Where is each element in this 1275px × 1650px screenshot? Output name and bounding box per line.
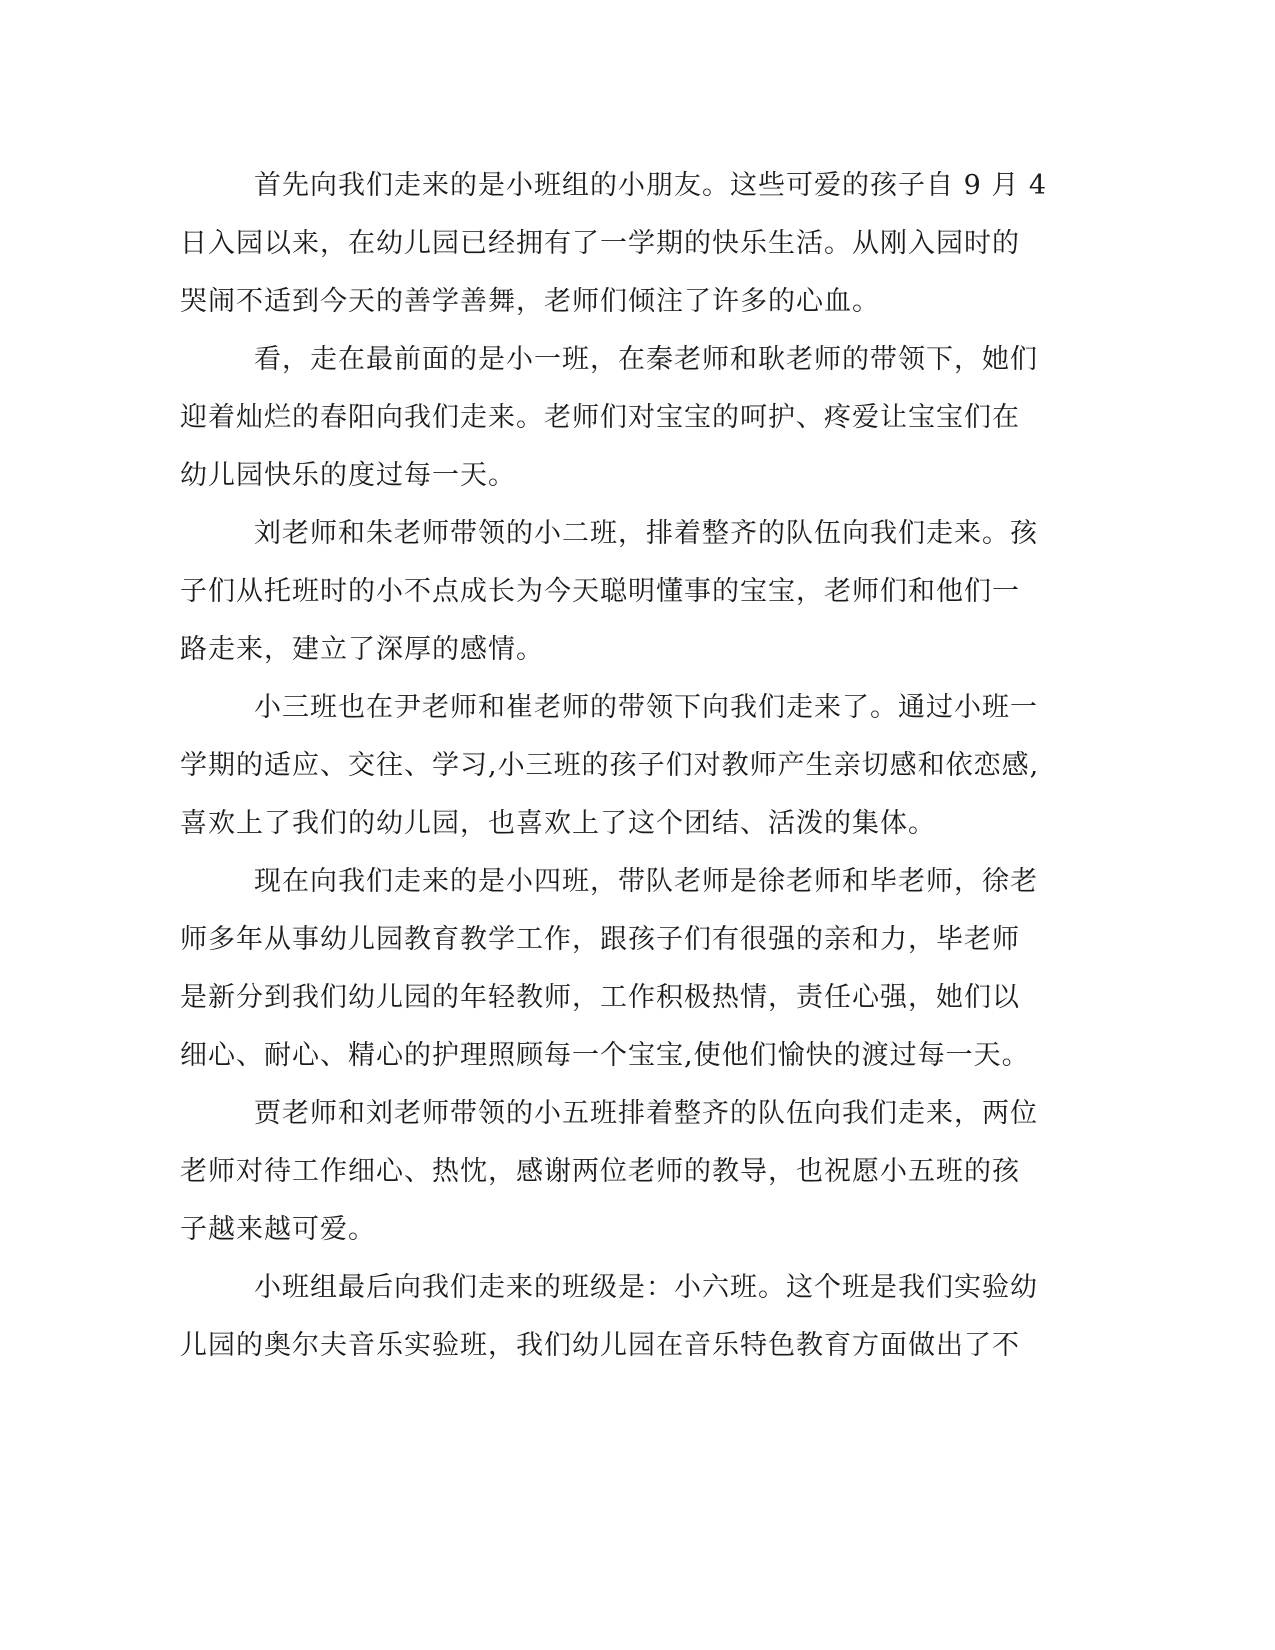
text-line: 路走来，建立了深厚的感情。 xyxy=(180,634,544,665)
text-line: 小三班也在尹老师和崔老师的带领下向我们走来了。通过小班一 xyxy=(254,692,1038,723)
text-line: 日入园以来，在幼儿园已经拥有了一学期的快乐生活。从刚入园时的 xyxy=(180,228,1020,259)
text-line: 迎着灿烂的春阳向我们走来。老师们对宝宝的呵护、疼爱让宝宝们在 xyxy=(180,402,1020,433)
text-line: 首先向我们走来的是小班组的小朋友。这些可爱的孩子自 9 月 4 xyxy=(254,170,1048,201)
text-line: 看，走在最前面的是小一班，在秦老师和耿老师的带领下，她们 xyxy=(254,344,1038,375)
text-line: 子们从托班时的小不点成长为今天聪明懂事的宝宝，老师们和他们一 xyxy=(180,576,1020,607)
text-line: 学期的适应、交往、学习,小三班的孩子们对教师产生亲切感和依恋感, xyxy=(180,750,1040,781)
text-line: 现在向我们走来的是小四班，带队老师是徐老师和毕老师，徐老 xyxy=(254,866,1038,897)
text-line: 幼儿园快乐的度过每一天。 xyxy=(180,460,516,491)
text-line: 贾老师和刘老师带领的小五班排着整齐的队伍向我们走来，两位 xyxy=(254,1098,1038,1129)
text-line: 师多年从事幼儿园教育教学工作，跟孩子们有很强的亲和力，毕老师 xyxy=(180,924,1020,955)
text-line: 是新分到我们幼儿园的年轻教师，工作积极热情，责任心强，她们以 xyxy=(180,982,1020,1013)
text-line: 老师对待工作细心、热忱，感谢两位老师的教导，也祝愿小五班的孩 xyxy=(180,1156,1020,1187)
text-line: 刘老师和朱老师带领的小二班，排着整齐的队伍向我们走来。孩 xyxy=(254,518,1038,549)
text-line: 儿园的奥尔夫音乐实验班，我们幼儿园在音乐特色教育方面做出了不 xyxy=(180,1330,1020,1361)
text-line: 哭闹不适到今天的善学善舞，老师们倾注了许多的心血。 xyxy=(180,286,880,317)
text-line: 子越来越可爱。 xyxy=(180,1214,376,1245)
text-line: 小班组最后向我们走来的班级是：小六班。这个班是我们实验幼 xyxy=(254,1272,1038,1303)
text-line: 喜欢上了我们的幼儿园，也喜欢上了这个团结、活泼的集体。 xyxy=(180,808,936,839)
text-line: 细心、耐心、精心的护理照顾每一个宝宝,使他们愉快的渡过每一天。 xyxy=(180,1040,1030,1071)
